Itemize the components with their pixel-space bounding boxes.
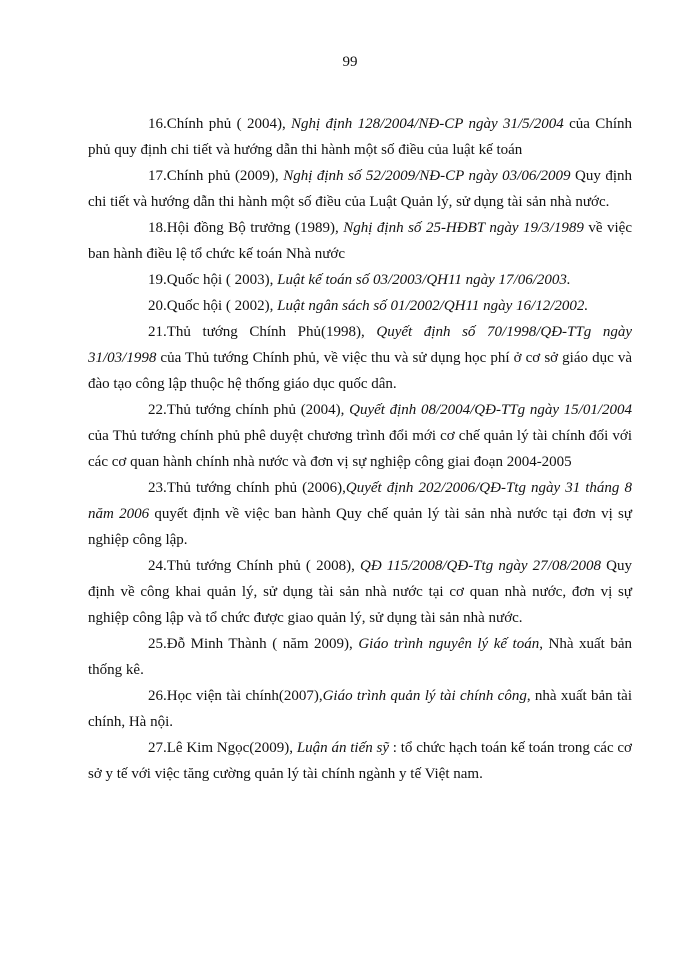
reference-item (88, 553, 632, 631)
reference-detail: quyết định về việc ban hành Quy chế quản lý tài sản nhà nước tại đơn vị sự nghiệp công lập. (88, 506, 632, 548)
reference-author: 17.Chính phủ (2009), (148, 168, 284, 184)
reference-detail: : tổ chức hạch toán kế toán trong các cơ sở y tế với việc tăng cường quản lý tài chính ngành y tế Việt nam. (88, 740, 632, 782)
reference-title: Nghị định số 25-HĐBT ngày 19/3/1989 (343, 220, 584, 236)
reference-author: 20.Quốc hội ( 2002), (148, 298, 278, 314)
reference-title: Giáo trình nguyên lý kế toán (358, 636, 540, 652)
reference-author: 19.Quốc hội ( 2003), (148, 272, 278, 288)
reference-item (88, 319, 632, 397)
reference-title: Nghị định 128/2004/NĐ-CP ngày 31/5/2004 (291, 116, 564, 132)
reference-author: 22.Thủ tướng chính phủ (2004), (148, 402, 350, 418)
reference-item (88, 397, 632, 475)
reference-author: 18.Hội đồng Bộ trưởng (1989), (148, 220, 344, 236)
reference-detail: Quy định về công khai quản lý, sử dụng tài sản nhà nước tại cơ quan nhà nước, đơn vị sự nghiệp công lập và tổ chức được giao quản lý, sử dụng tài sản nhà nước. (88, 558, 632, 626)
reference-title: Luật ngân sách số 01/2002/QH11 ngày 16/12/2002. (277, 298, 589, 314)
reference-item (88, 163, 632, 215)
reference-item (88, 735, 632, 787)
reference-item (88, 631, 632, 683)
reference-author: 26.Học viện tài chính(2007), (148, 688, 323, 704)
reference-title: Quyết định số 70/1998/QĐ-TTg ngày 31/03/1998 (88, 324, 632, 366)
reference-item (88, 267, 632, 293)
reference-item (88, 215, 632, 267)
reference-detail: của Chính phủ quy định chi tiết và hướng dẫn thi hành một số điều của luật kế toán (88, 116, 632, 158)
reference-item (88, 293, 632, 319)
reference-author: 21.Thủ tướng Chính Phủ(1998), (148, 324, 377, 340)
reference-title: Quyết định 202/2006/QĐ-Ttg ngày 31 tháng 8 năm 2006 (88, 480, 632, 522)
reference-detail: của Thủ tướng Chính phủ, về việc thu và sử dụng học phí ở cơ sở giáo dục và đào tạo công lập thuộc hệ thống giáo dục quốc dân. (88, 350, 632, 392)
reference-list (88, 111, 632, 787)
reference-title: Luật kế toán số 03/2003/QH11 ngày 17/06/2003. (277, 272, 571, 288)
reference-detail: Quy định chi tiết và hướng dẫn thi hành một số điều của Luật Quản lý, sử dụng tài sản nhà nước. (88, 168, 633, 210)
reference-author: 27.Lê Kim Ngọc(2009), (148, 740, 297, 756)
reference-item (88, 683, 632, 735)
reference-item (88, 475, 632, 553)
reference-detail: , nhà xuất bản tài chính, Hà nội. (88, 688, 632, 730)
reference-title: QĐ 115/2008/QĐ-Ttg ngày 27/08/2008 (359, 558, 601, 574)
reference-title: Nghị định số 52/2009/NĐ-CP ngày 03/06/2009 (283, 168, 571, 184)
reference-detail: , Nhà xuất bản thống kê. (88, 636, 633, 678)
reference-title: Giáo trình quản lý tài chính công (322, 688, 527, 704)
reference-title: Luận án tiến sỹ (296, 740, 390, 756)
reference-author: 25.Đỗ Minh Thành ( năm 2009), (148, 636, 359, 652)
reference-author: 16.Chính phủ ( 2004), (148, 116, 292, 132)
reference-item (88, 111, 632, 163)
reference-detail: của Thủ tướng chính phủ phê duyệt chương trình đổi mới cơ chế quản lý tài chính đối với các cơ quan hành chính nhà nước và đơn vị sự nghiệp công giai đoạn 2004-2005 (88, 428, 632, 470)
reference-title: Quyết định 08/2004/QĐ-TTg ngày 15/01/2004 (349, 402, 633, 418)
reference-author: 24.Thủ tướng Chính phủ ( 2008), (148, 558, 360, 574)
reference-author: 23.Thủ tướng chính phủ (2006), (148, 480, 346, 496)
reference-detail: về việc ban hành điều lệ tổ chức kế toán Nhà nước (88, 220, 632, 262)
page-number: 99 (342, 54, 358, 70)
